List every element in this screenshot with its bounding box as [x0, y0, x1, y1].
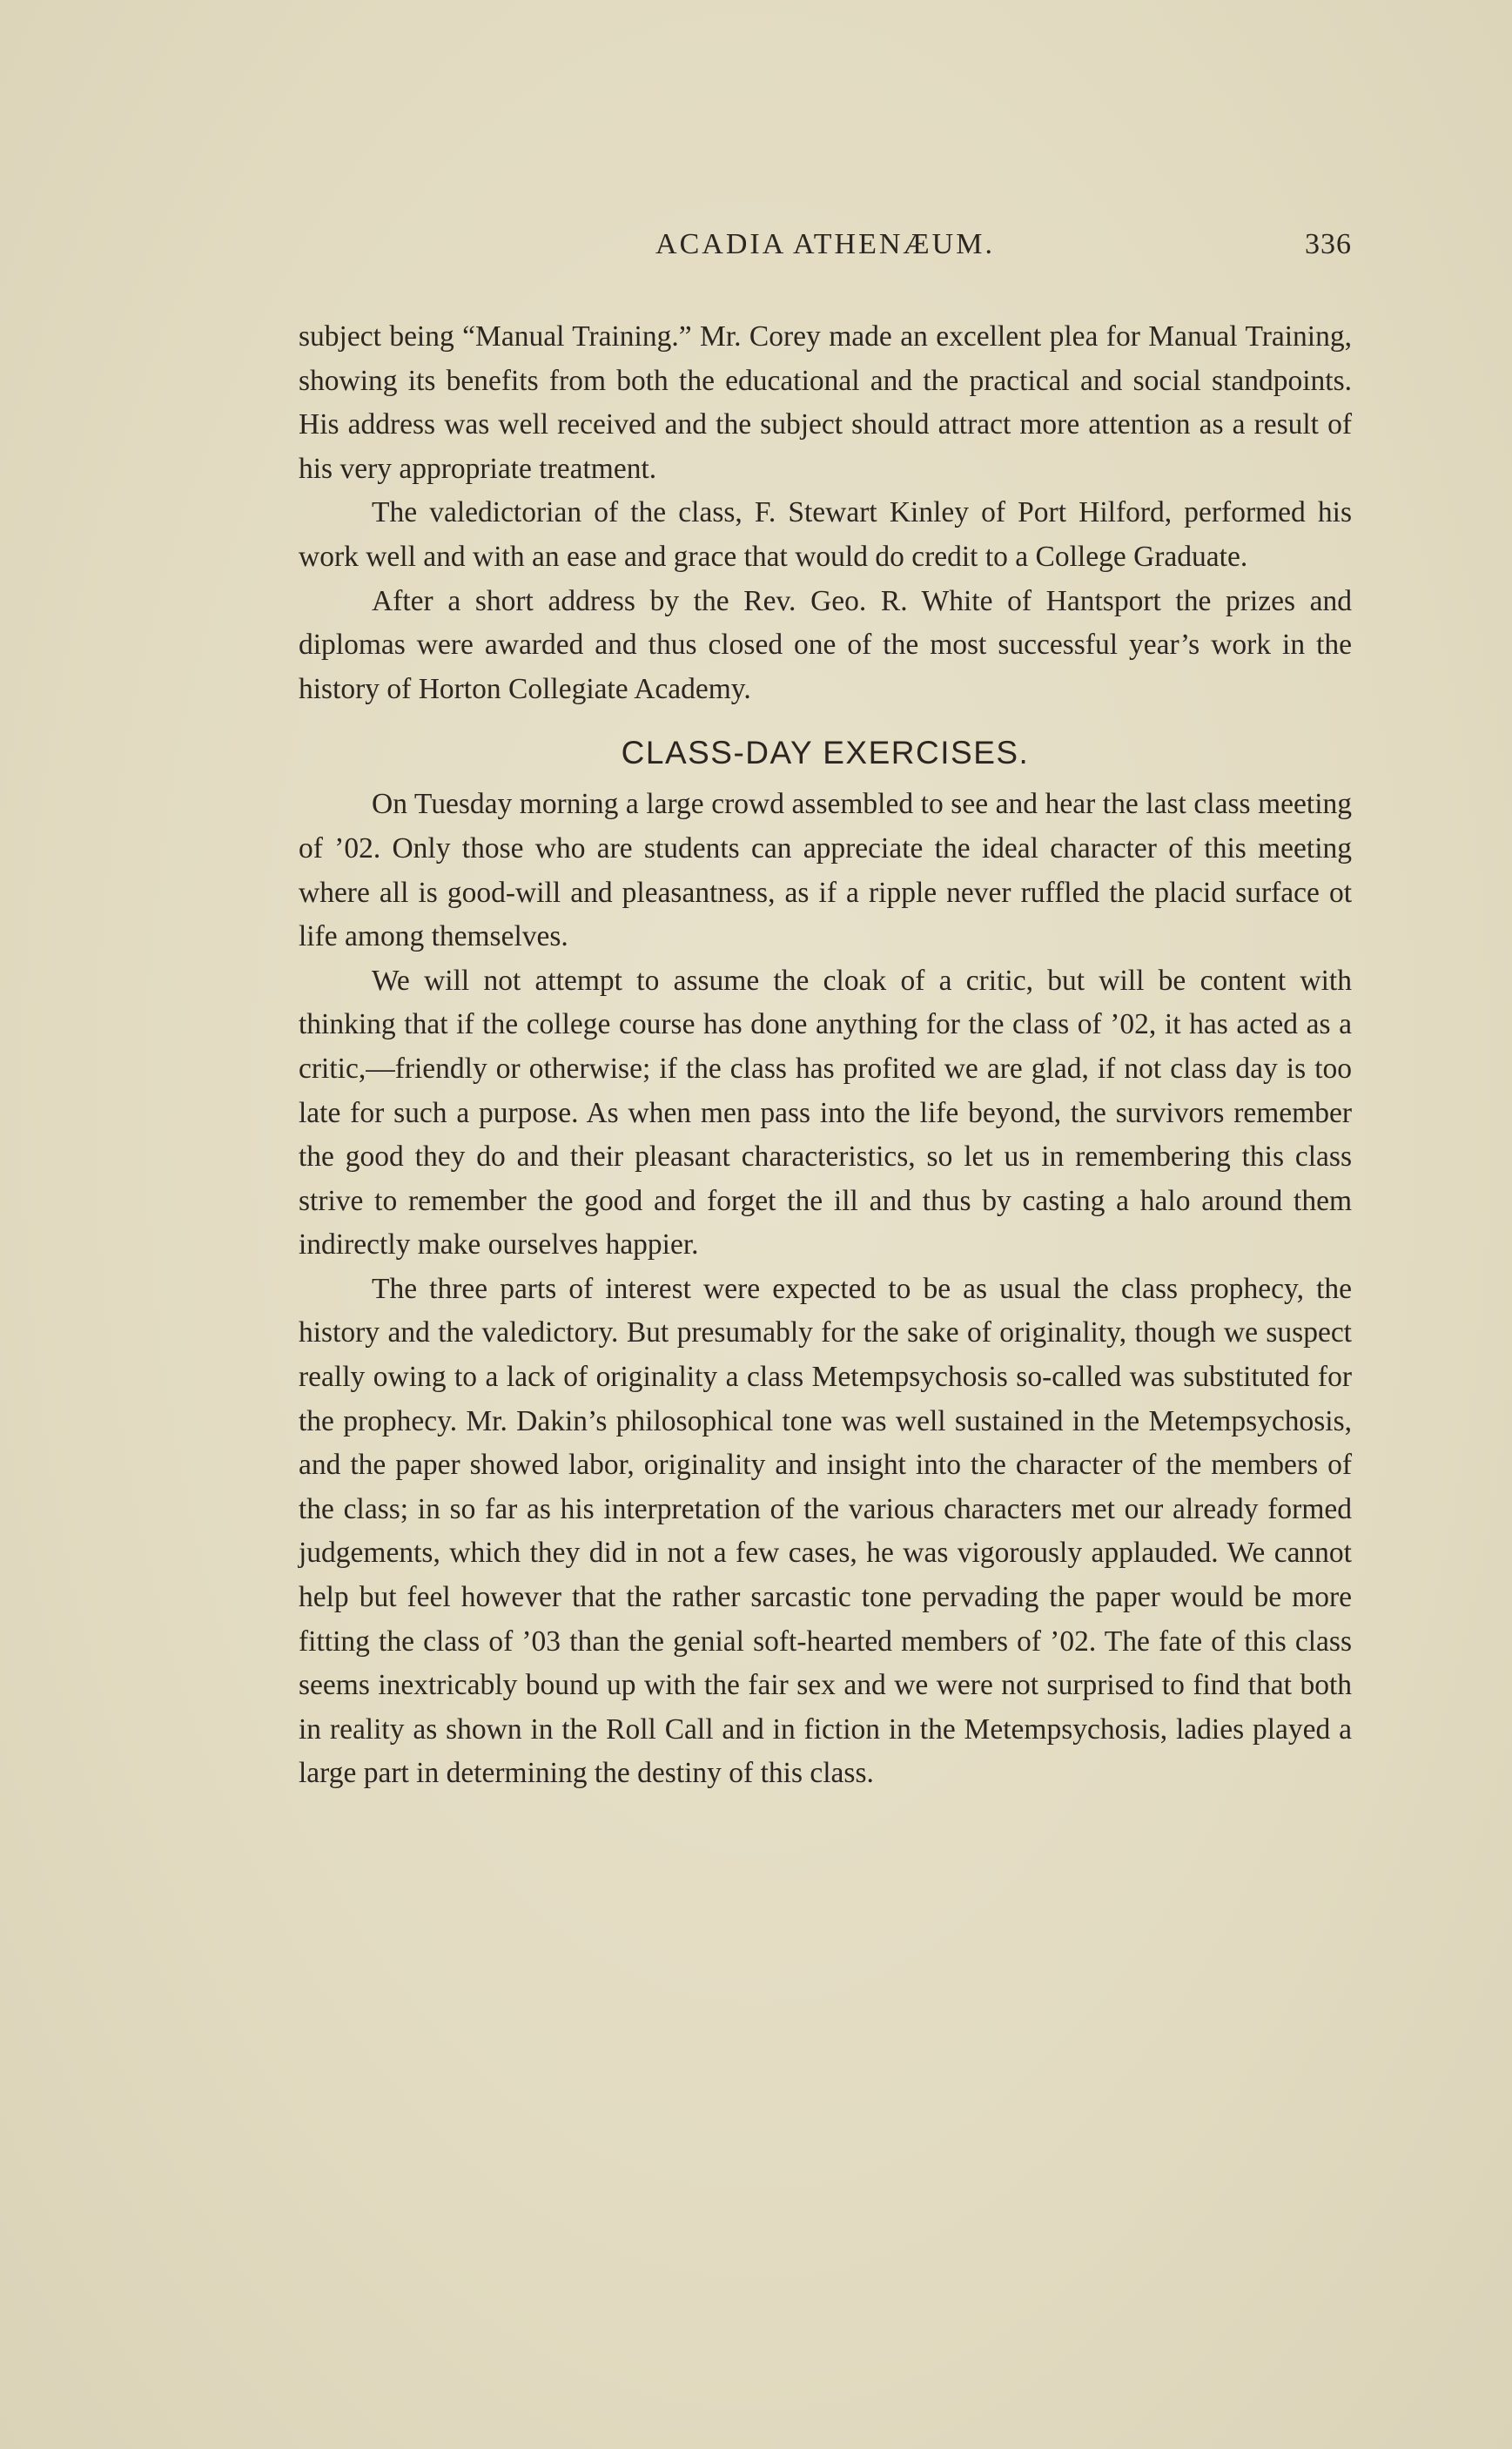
text-column [299, 315, 1352, 1796]
page-header [299, 228, 1352, 263]
section-heading: CLASS-DAY EXERCISES. [621, 735, 1030, 771]
paragraph-valedictorian: The valedictorian of the class, F. Stewart Kinley of Port Hilford, performed his work well and with an ease and grace that would do credit to a College Graduate. [299, 496, 1352, 573]
paragraph-critic: We will not attempt to assume the cloak of a critic, but will be content with thinking that if the college course has done anything for the class of ’02, it has acted as a critic,—friendly or otherwise; if the class has profited we are glad, if not class day is too late for such a purpose. As when men pass into the life beyond, the survivors remember the good they do and their pleasant characteristics, so let us in remembering this class strive to remember the good and forget the ill and thus by casting a halo around them indirectly make ourselves happier. [299, 964, 1352, 1262]
paragraph-prizes: After a short address by the Rev. Geo. R. White of Hantsport the prizes and diplomas were awarded and thus closed one of the most successful year’s work in the history of Horton Collegiate Academy. [299, 584, 1352, 705]
paragraph-class-meeting: On Tuesday morning a large crowd assembled to see and hear the last class meeting of ’02. Only those who are students can appreciate the ideal character of this meeting where all is good-will and pleasantness, as if a ripple never ruffled the placid surface ot life among themselves. [299, 788, 1352, 953]
running-title: ACADIA ATHENÆUM. [655, 228, 995, 260]
paragraph-continuation: subject being “Manual Training.” Mr. Corey made an excellent plea for Manual Training, showing its benefits from both the educational and the practical and social standpoints. His address was well received and the subject should attract more attention as a result of his very appropriate treatment. [299, 320, 1352, 485]
page-number: 336 [1305, 228, 1352, 260]
paragraph-metempsychosis: The three parts of interest were expected to be as usual the class prophecy, the history and the valedictory. But presumably for the sake of originality, though we suspect really owing to a lack of originality a class Metempsychosis so-called was substituted for the prophecy. Mr. Dakin’s philosophical tone was well sustained in the Metempsychosis, and the paper showed labor, originality and insight into the character of the members of the class; in so far as his interpretation of the various characters met our already formed judgements, which they did in not a few cases, he was vigorously applauded. We cannot help but feel however that the rather sarcastic tone pervading the paper would be more fitting the class of ’03 than the genial soft-hearted members of ’02. The fate of this class seems inextricably bound up with the fair sex and we were not surprised to find that both in reality as shown in the Roll Call and in fiction in the Metempsychosis, ladies played a large part in determining the destiny of this class. [299, 1272, 1352, 1790]
